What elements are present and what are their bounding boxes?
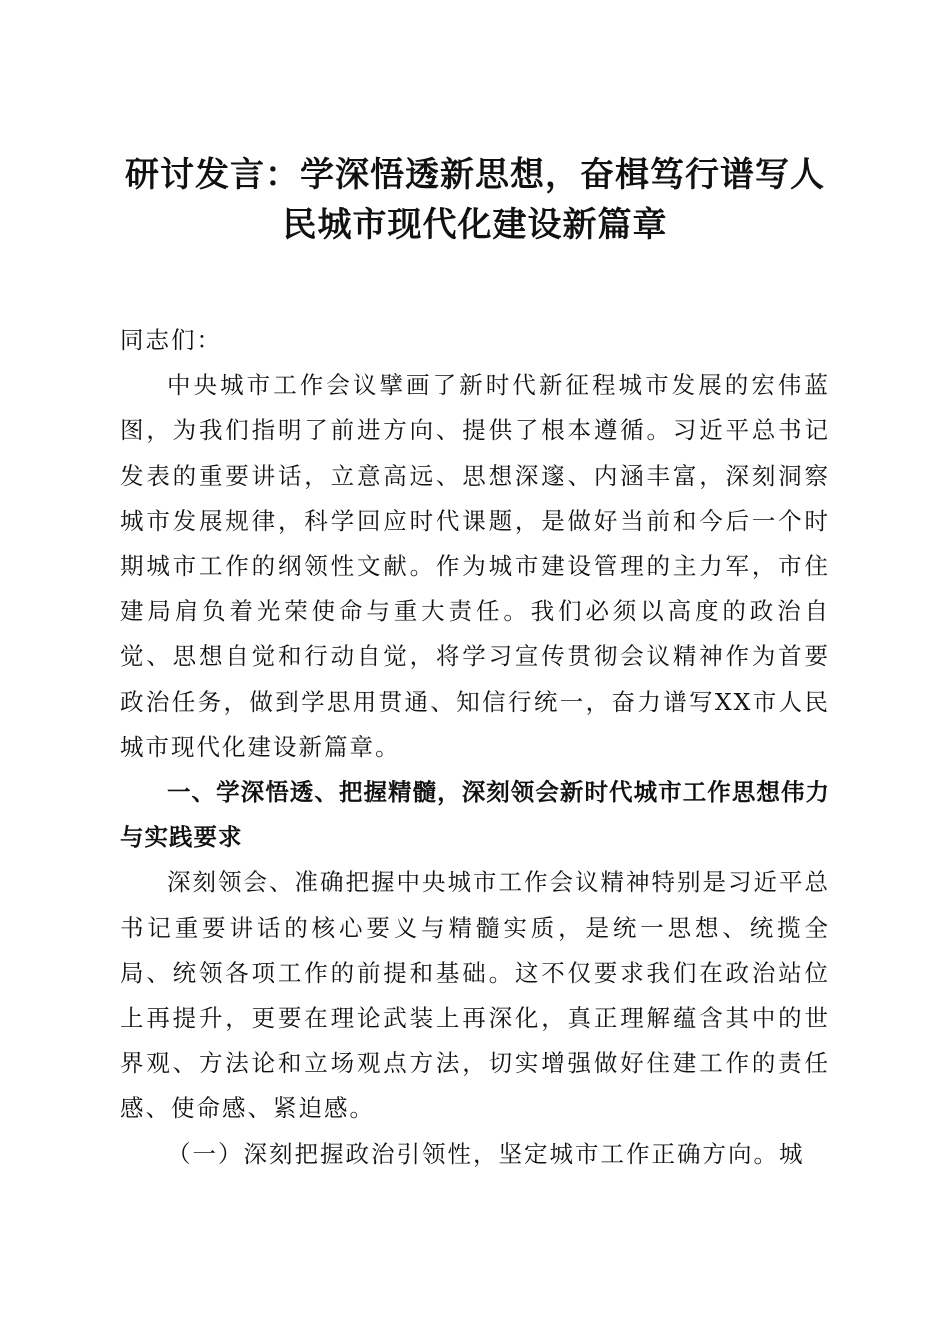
document-body (120, 318, 830, 1177)
section-heading-1: 一、学深悟透、把握精髓，深刻领会新时代城市工作思想伟力与实践要求 (120, 778, 830, 852)
paragraph-section-1: 深刻领会、准确把握中央城市工作会议精神特别是习近平总书记重要讲话的核心要义与精髓实质，是统一思想、统揽全局、统领各项工作的前提和基础。这不仅要求我们在政治站位上再提升，更要在理论武装上再深化，真正理解蕴含其中的世界观、方法论和立场观点方法，切实增强做好住建工作的责任感、使命感、紧迫感。 (120, 868, 830, 1123)
document-title: 研讨发言：学深悟透新思想，奋楫笃行谱写人民城市现代化建设新篇章 (125, 155, 825, 245)
subsection-heading-1: （一）深刻把握政治引领性，坚定城市工作正确方向。城 (167, 1139, 805, 1168)
salutation: 同志们： (120, 326, 222, 354)
paragraph-intro: 中央城市工作会议擘画了新时代新征程城市发展的宏伟蓝图，为我们指明了前进方向、提供了根本遵循。习近平总书记发表的重要讲话，立意高远、思想深邃、内涵丰富，深刻洞察城市发展规律，科学回应时代课题，是做好当前和今后一个时期城市工作的纲领性文献。作为城市建设管理的主力军，市住建局肩负着光荣使命与重大责任。我们必须以高度的政治自觉、思想自觉和行动自觉，将学习宣传贯彻会议精神作为首要政治任务，做到学思用贯通、知信行统一，奋力谱写XX市人民城市现代化建设新篇章。 (120, 371, 830, 761)
